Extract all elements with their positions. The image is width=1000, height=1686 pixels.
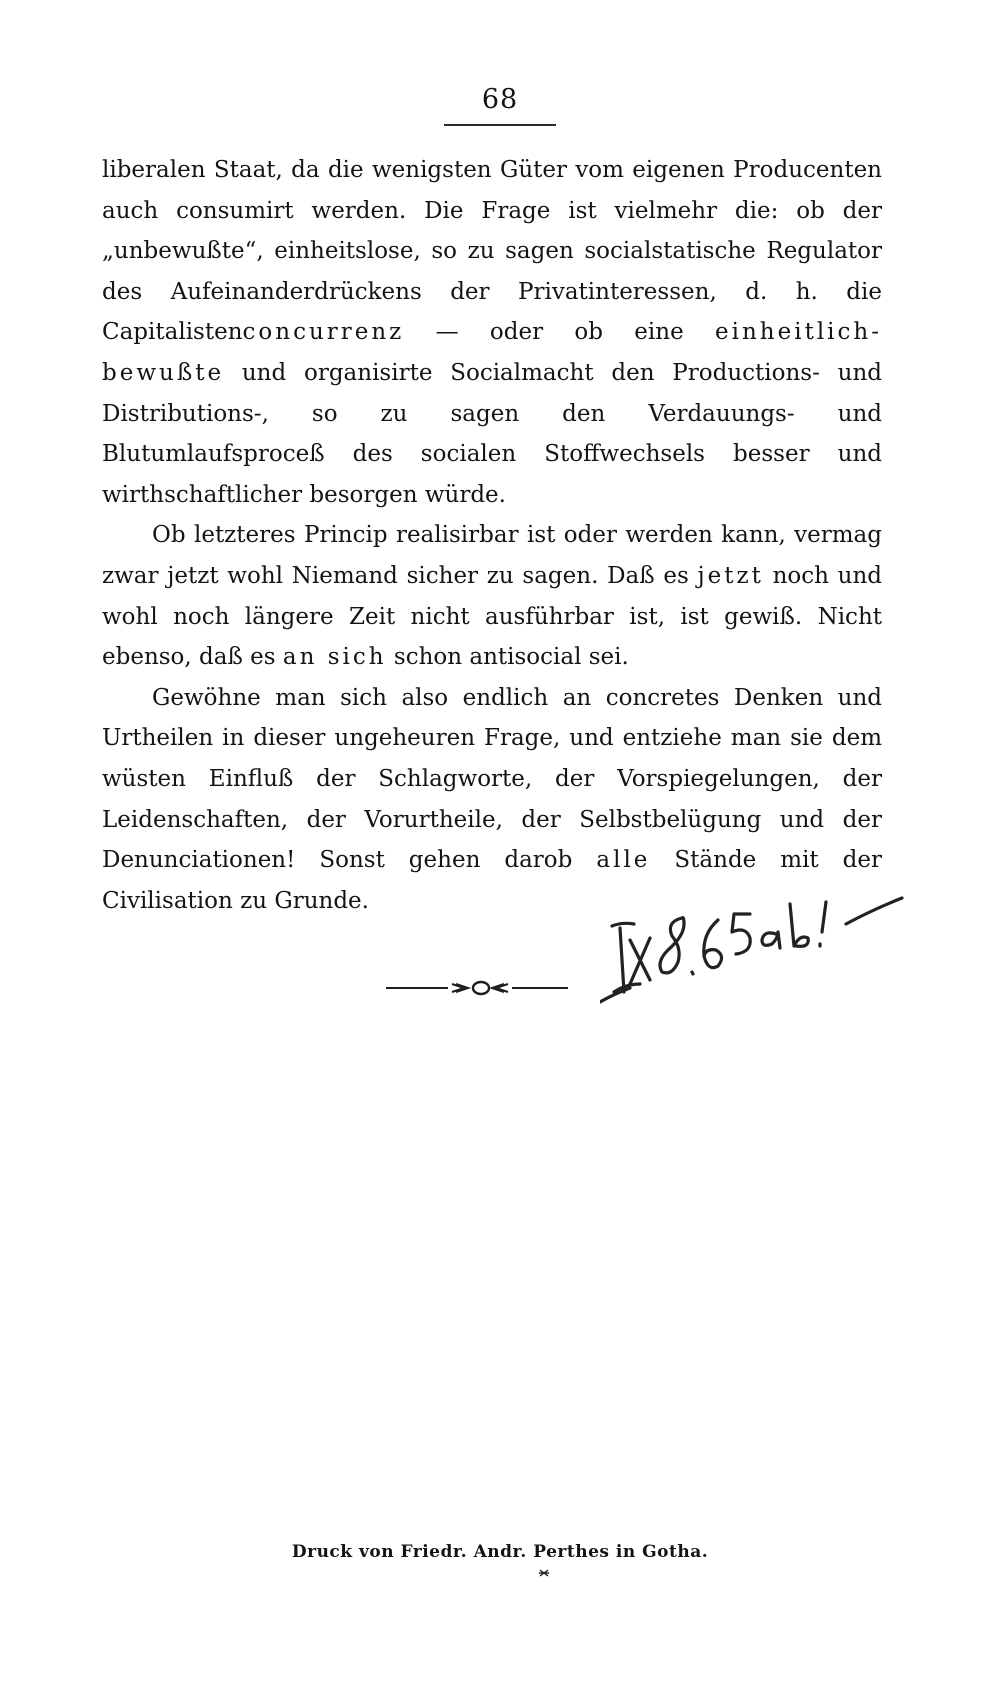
text-segment: liberalen Staat, da die wenigsten Güter vom eigenen Producenten auch consumirt werden. Die Frage ist vielmehr die: ob der „unbewußte“, einheitslose, so zu sagen socialstatische Regulator des Aufeinanderdrückens der Privatinteressen, d. h. die Capitalisten	[102, 157, 882, 346]
body-text	[102, 150, 882, 921]
text-segment: noch und wohl noch längere Zeit nicht ausführbar ist, ist gewiß. Nicht ebenso, daß es	[102, 562, 883, 671]
text-segment: Stände mit der Civilisation zu Grunde.	[102, 847, 882, 914]
emphasized-text: jetzt	[697, 562, 764, 589]
asterisk-mark-icon	[538, 1568, 550, 1578]
paragraph-1	[102, 150, 882, 515]
emphasized-text: concurrenz	[242, 319, 405, 346]
text-segment: Ob letzteres Princip realisirbar ist oder werden kann, vermag zwar jetzt wohl Niemand sicher zu sagen. Daß es	[102, 522, 882, 589]
text-segment: — oder ob eine	[404, 319, 716, 346]
text-segment: schon antisocial sei.	[386, 644, 629, 671]
emphasized-text: an sich	[282, 644, 387, 671]
text-segment: Gewöhne man sich also endlich an concretes Denken und Urtheilen in dieser ungeheuren Frage, und entziehe man sie dem wüsten Einfluß der Schlagworte, der Vorspiegelungen, der Leidenschaften, der Vorurtheile, der Selbstbelügung und der Denunciationen! Sonst gehen darob	[102, 684, 882, 874]
handwritten-note	[600, 876, 910, 1016]
ornamental-rule-icon	[386, 978, 626, 998]
emphasized-text: alle	[596, 847, 651, 874]
header-rule	[444, 124, 556, 126]
paragraph-2	[102, 515, 882, 677]
text-segment: und organisirte Socialmacht den Productions- und Distributions-, so zu sagen den Verdauungs- und Blutumlaufsproceß des socialen Stoffwechsels besser und wirthschaftlicher besorgen würde.	[102, 359, 882, 508]
page-number: 68	[481, 84, 519, 115]
printer-imprint: Druck von Friedr. Andr. Perthes in Gotha.	[291, 1542, 709, 1562]
emphasized-text: einheitlich-bewußte	[102, 319, 882, 386]
